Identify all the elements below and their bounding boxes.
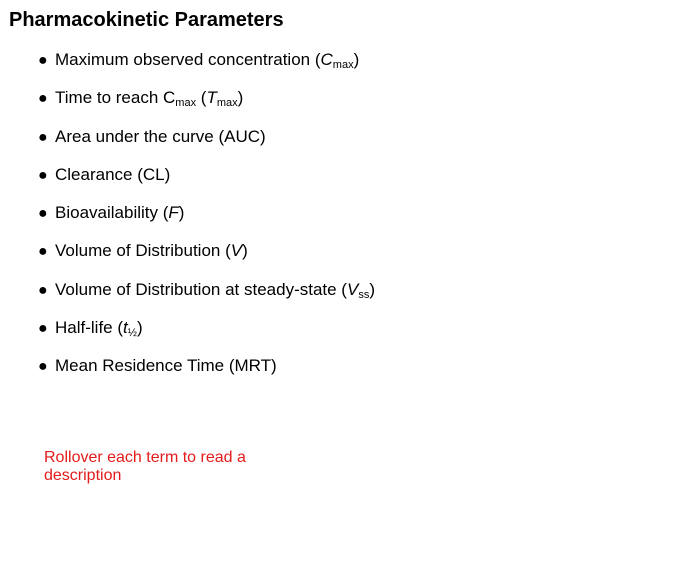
term-label-mid: ( (196, 88, 207, 108)
term-subscript: max (332, 59, 354, 71)
term-label: Time to reach C (55, 88, 176, 108)
term-label: Bioavailability ( (55, 203, 169, 222)
term-symbol: F (168, 203, 179, 222)
term-label: Clearance (CL) (55, 164, 171, 184)
term-label: Volume of Distribution at steady-state ( (55, 279, 347, 299)
term-symbol: V (346, 279, 359, 299)
term-label: Mean Residence Time (MRT) (55, 356, 277, 375)
bullet: ● (38, 166, 48, 184)
term-volume-of-distribution[interactable] (38, 239, 375, 277)
term-bioavailability[interactable] (38, 201, 375, 239)
term-half-life[interactable] (38, 316, 375, 354)
bullet: ● (38, 205, 48, 222)
bullet: ● (38, 52, 48, 69)
term-subscript: max (216, 97, 238, 110)
bullet: ● (38, 319, 48, 337)
bullet: ● (38, 128, 48, 146)
term-label-end: ) (136, 317, 143, 337)
term-label-end: ) (242, 241, 248, 261)
term-subscript: ½ (127, 326, 137, 339)
term-mean-residence-time[interactable] (38, 354, 375, 392)
bullet: ● (38, 358, 48, 375)
term-clearance[interactable] (38, 163, 375, 201)
term-list (38, 48, 375, 392)
term-subscript-plain: max (175, 97, 197, 110)
bullet: ● (38, 90, 48, 108)
term-symbol: C (320, 50, 333, 69)
term-cmax[interactable] (38, 48, 375, 86)
term-label-end: ) (237, 88, 244, 108)
term-symbol: V (230, 241, 243, 261)
term-subscript: ss (358, 288, 370, 301)
term-symbol: T (206, 88, 217, 108)
term-auc[interactable] (38, 125, 375, 163)
bullet: ● (38, 281, 48, 299)
term-label: Maximum observed concentration ( (55, 50, 321, 69)
term-label-end: ) (353, 50, 360, 69)
bullet: ● (38, 243, 48, 261)
term-label-end: ) (369, 279, 375, 299)
term-tmax[interactable] (38, 86, 375, 124)
rollover-hint: Rollover each term to read a description (44, 449, 246, 484)
page-title: Pharmacokinetic Parameters (9, 9, 284, 31)
term-label-end: ) (178, 203, 185, 222)
term-symbol: t (123, 317, 128, 337)
term-label: Half-life ( (55, 317, 124, 337)
term-volume-steady-state[interactable] (38, 278, 375, 316)
term-label: Area under the curve (AUC) (55, 126, 266, 146)
term-label: Volume of Distribution ( (55, 241, 231, 261)
